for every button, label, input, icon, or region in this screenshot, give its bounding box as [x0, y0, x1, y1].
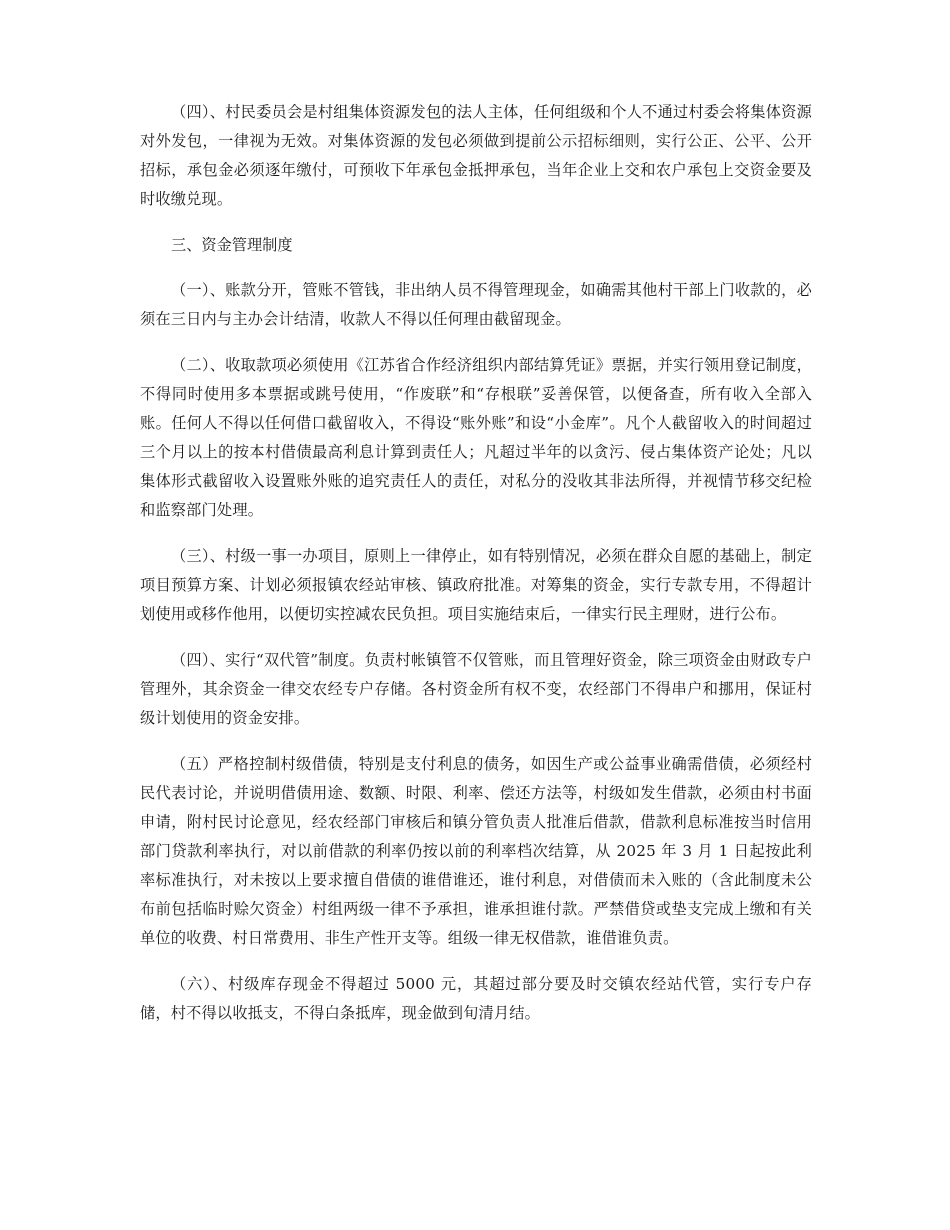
paragraph-borrowing-control: （五）严格控制村级借债，特别是支付利息的债务，如因生产或公益事业确需借债，必须经村民代表讨论，并说明借债用途、数额、时限、利率、偿还方法等，村级如发生借款，必须由村书面申请，附村民讨论意见，经农经部门审核后和镇分管负责人批准后借款，借款利息标准按当时信用部门贷款利率执行，对以前借款的利率仍按以前的利率档次结算，从 2025 年 3 月 1 日起按此利率标准执行，对未按以上要求擅自借债的谁借谁还，谁付利息，对借债而未入账的（含此制度未公布前包括临时赊欠资金）村组两级一律不予承担，谁承担谁付款。严禁借贷或垫支完成上缴和有关单位的收费、村日常费用、非生产性开支等。组级一律无权借款，谁借谁负责。: [140, 755, 812, 947]
paragraph-cash-limit: （六）、村级库存现金不得超过 5000 元，其超过部分要及时交镇农经站代管，实行专户存储，村不得以收抵支，不得白条抵库，现金做到旬清月结。: [140, 975, 812, 1022]
paragraph-village-committee-contracting: （四）、村民委员会是村组集体资源发包的法人主体，任何组级和个人不通过村委会将集体资源对外发包，一律视为无效。对集体资源的发包必须做到提前公示招标细则，实行公正、公平、公开招标，承包金必须逐年缴付，可预收下年承包金抵押承包，当年企业上交和农户承包上交资金要及时收缴兑现。: [140, 103, 812, 208]
document-page: [140, 98, 812, 1045]
paragraph-one-matter-projects: （三）、村级一事一办项目，原则上一律停止，如有特别情况，必须在群众自愿的基础上，制定项目预算方案、计划必须报镇农经站审核、镇政府批准。对筹集的资金，实行专款专用，不得超计划使用或移作他用，以便切实控减农民负担。项目实施结束后，一律实行民主理财，进行公布。: [140, 547, 812, 623]
paragraph-separate-accounts: （一）、账款分开，管账不管钱，非出纳人员不得管理现金，如确需其他村干部上门收款的，必须在三日内与主办会计结清，收款人不得以任何理由截留现金。: [140, 281, 812, 328]
paragraph-receipt-vouchers: （二）、收取款项必须使用《江苏省合作经济组织内部结算凭证》票据，并实行领用登记制度，不得同时使用多本票据或跳号使用，“作废联”和“存根联”妥善保管，以便备查，所有收入全部入账。任何人不得以任何借口截留收入，不得设“账外账”和设“小金库”。凡个人截留收入的时间超过三个月以上的按本村借债最高利息计算到责任人；凡超过半年的以贪污、侵占集体资产论处；凡以集体形式截留收入设置账外账的追究责任人的责任，对私分的没收其非法所得，并视情节移交纪检和监察部门处理。: [140, 356, 812, 519]
paragraph-dual-custody: （四）、实行“双代管”制度。负责村帐镇管不仅管账，而且管理好资金，除三项资金由财政专户管理外，其余资金一律交农经专户存储。各村资金所有权不变，农经部门不得串户和挪用，保证村级计划使用的资金安排。: [140, 651, 812, 727]
section-heading-fund-management: 三、资金管理制度: [171, 236, 293, 254]
